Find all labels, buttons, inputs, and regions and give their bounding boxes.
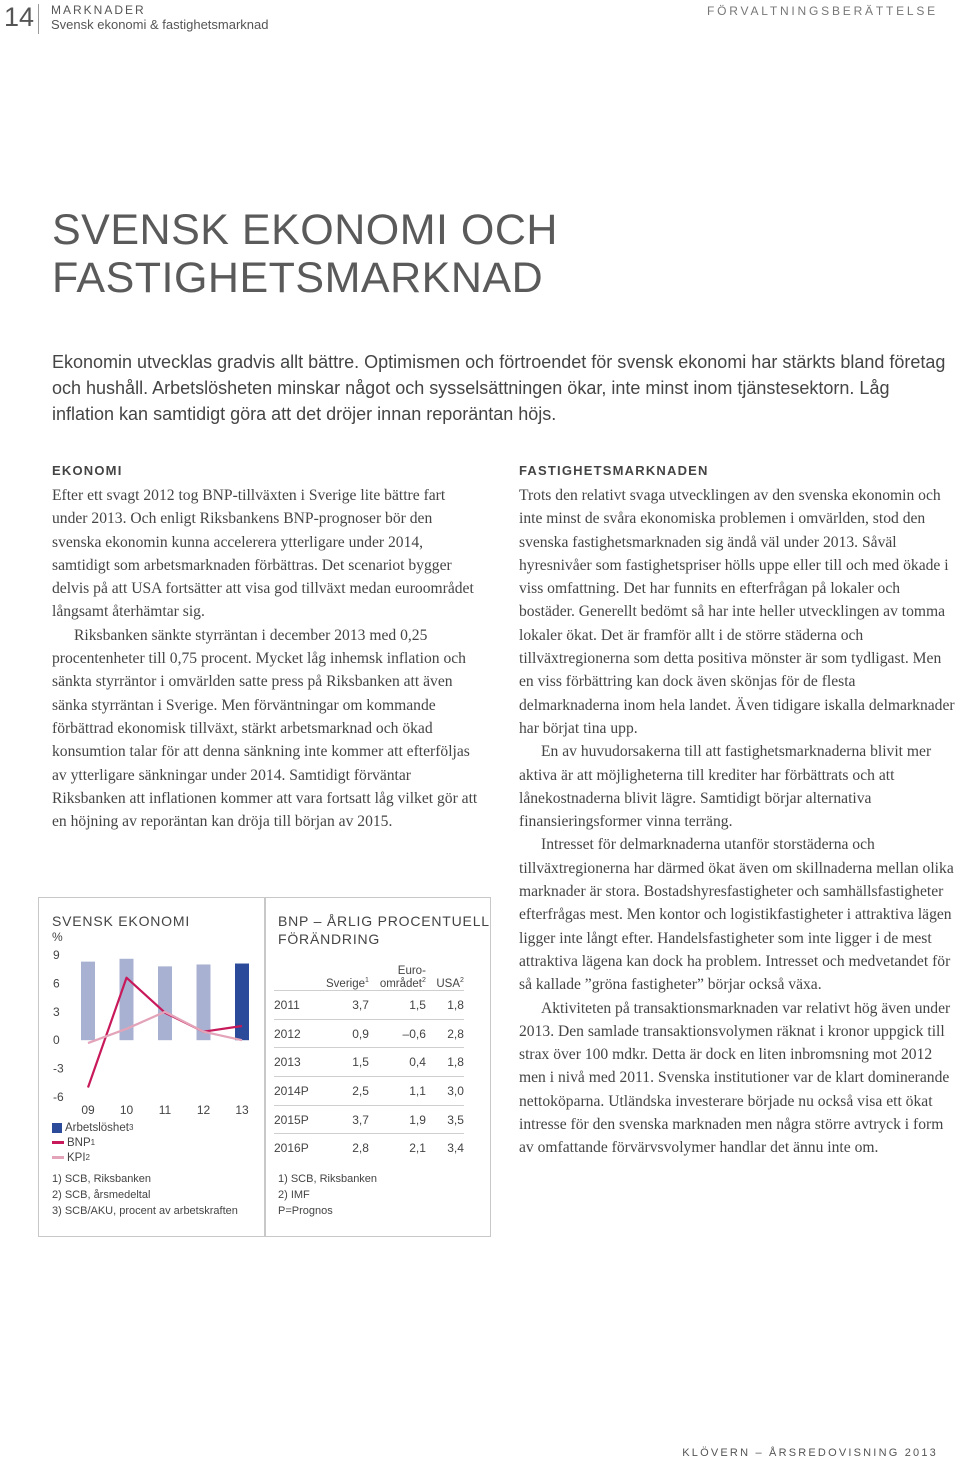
bar-arbetsloshet xyxy=(158,966,172,1040)
table-row xyxy=(274,1019,464,1048)
legend-sup-arbetsloshet: 3 xyxy=(128,1123,134,1132)
y-tick-label: -3 xyxy=(53,1061,64,1076)
cell-year: 2012 xyxy=(274,1026,301,1041)
cell-sverige: 1,5 xyxy=(352,1055,369,1070)
table-row xyxy=(274,1105,464,1134)
legend-label-arbetsloshet: Arbetslöshet xyxy=(65,1121,129,1134)
table-row xyxy=(274,1077,464,1106)
header-divider xyxy=(38,4,39,34)
ekonomi-paragraph-1: Efter ett svagt 2012 tog BNP-tillväxten i Sverige lite bättre fart under 2013. Och enligt Riksbankens BNP-prognoser bör den svenska ekonomin kunna accelerera ytterligare under 2014, samtidigt som arbetsmarknaden förbättras. Det scenariot bygger delvis på att USA fortsätter att visa god tillväxt medan euroområdet långsamt återhämtar sig. xyxy=(52,487,474,621)
ingress-paragraph: Ekonomin utvecklas gradvis allt bättre. Optimismen och förtroendet för svensk ekonomi har stärkts bland företag och hushåll. Arbetslösheten minskar något och sysselsättningen ökar, inte minst inom tjänstesektorn. Låg inflation kan samtidigt göra att det dröjer innan reporäntan höjs. xyxy=(52,352,946,424)
legend-swatch-arbetsloshet xyxy=(52,1123,62,1133)
chart-y-unit: % xyxy=(52,930,63,944)
cell-usa: 3,0 xyxy=(447,1083,464,1098)
header-sup-usa: 2 xyxy=(460,977,464,985)
y-tick-label: -6 xyxy=(53,1090,64,1104)
fastighet-text xyxy=(519,484,956,1160)
chart-notes xyxy=(52,1171,238,1219)
cell-usa: 3,5 xyxy=(447,1112,464,1127)
header-label-euro: Euro- xyxy=(397,965,426,978)
cell-year: 2011 xyxy=(274,997,300,1012)
table-header-year xyxy=(274,958,326,991)
chart-note: 3) SCB/AKU, procent av arbetskraften xyxy=(52,1205,238,1217)
footer-label: KLÖVERN – ÅRSREDOVISNING 2013 xyxy=(682,1447,938,1459)
cell-sverige: 0,9 xyxy=(352,1026,369,1041)
section-name: MARKNADER xyxy=(51,3,146,17)
page-title-line-1: SVENSK EKONOMI OCH xyxy=(52,206,558,254)
table-note: 1) SCB, Riksbanken xyxy=(278,1173,378,1185)
x-tick-label: 11 xyxy=(158,1103,172,1117)
fastighet-paragraph-3: Intresset för delmarknaderna utanför storstäderna och tillväxtregionerna har därmed ökat även om skillnaderna mellan olika marknader är stora. Bostadshyresfastigheter och samhällsfastigheter efterfrågas mest. Men kontor och logistikfastigheter i attraktiva lägen ligger inte långt efter. Handelsfastigheter som inte ligger i de mest attraktiva lägena kan dock ha problem. Intresset och medvetandet för så kallade ”gröna fastigheter” börjar också växa. xyxy=(519,836,954,994)
cell-sverige: 3,7 xyxy=(352,997,369,1012)
table-row xyxy=(274,991,464,1020)
fastighet-paragraph-1: Trots den relativt svaga utvecklingen av den svenska ekonomin och inte minst de svåra ekonomiska problemen i omvärlden, stod den svenska fastighetsmarknaden sig ändå väl under 2013. Såväl hyresnivåer som fastighetspriser hölls uppe eller till och med ökade i viss omfattning. Det har funnits en efterfrågan på lokaler och bostäder. Generellt bedömt så har inte heller utvecklingen av tomma lokaler ökat. Det är framför allt i de större städerna och tillväxtregionerna som detta positiva mönster är som tydligast. Men en viss förbättring kan dock även skönjas för de flesta delmarknaderna inom hela landet. Även tidigare iskalla delmarknader har börjat tina upp. xyxy=(519,487,955,737)
cell-usa: 3,4 xyxy=(447,1141,464,1156)
legend-label-bnp: BNP xyxy=(67,1136,91,1149)
cell-euro: 1,1 xyxy=(409,1083,426,1098)
legend-item-arbetsloshet xyxy=(52,1120,133,1135)
header-sup-euro: 2 xyxy=(422,977,426,985)
page-title-line-2: FASTIGHETSMARKNAD xyxy=(52,254,544,302)
cell-year: 2014P xyxy=(274,1083,309,1098)
y-tick-label: 0 xyxy=(53,1033,60,1048)
cell-year: 2015P xyxy=(274,1112,309,1127)
header-label-sverige: Sverige xyxy=(326,978,365,990)
cell-usa: 1,8 xyxy=(447,997,464,1012)
table-notes xyxy=(278,1171,377,1219)
bar-arbetsloshet xyxy=(81,962,95,1041)
chart-svg xyxy=(38,940,264,1120)
bar-arbetsloshet xyxy=(235,964,249,1041)
cell-euro: 2,1 xyxy=(409,1141,426,1156)
bnp-table xyxy=(274,958,464,1162)
x-tick-label: 10 xyxy=(119,1103,134,1117)
section-subtitle: Svensk ekonomi & fastighetsmarknad xyxy=(51,17,269,32)
x-tick-label: 13 xyxy=(235,1103,249,1117)
fastighet-paragraph-4: Aktiviteten på transaktionsmarknaden var relativt hög även under 2013. Den samlade transaktionsvolymen räknat i kronor uppgick till strax över 100 mdkr. Detta är dock en liten inbromsning mot 2012 men i nivå med 2011. Svenska institutioner var de klart dominerande nettoköparna. Utländska investerare började nu också visa ett ökat intresse för den svenska marknaden men några större avtryck i form av omfattande förvärvsvolymer handlar det ännu inte om. xyxy=(519,999,951,1157)
cell-euro: –0,6 xyxy=(402,1026,426,1041)
page-number: 14 xyxy=(3,2,35,32)
page-title xyxy=(52,206,852,302)
legend-swatch-kpi xyxy=(52,1156,64,1159)
cell-sverige: 2,5 xyxy=(352,1083,369,1098)
table-row xyxy=(274,1134,464,1162)
table-header-row xyxy=(274,958,464,991)
table-row xyxy=(274,1048,464,1077)
cell-euro: 1,9 xyxy=(409,1112,426,1127)
table-header-usa xyxy=(426,958,464,991)
table-title-line-1: BNP – ÅRLIG PROCENTUELL xyxy=(278,913,490,929)
header-sup-sverige: 1 xyxy=(365,977,369,985)
table-title-line-2: FÖRÄNDRING xyxy=(278,931,381,947)
cell-usa: 2,8 xyxy=(447,1026,464,1041)
chart-note: 2) SCB, årsmedeltal xyxy=(52,1189,151,1201)
cell-year: 2016P xyxy=(274,1141,309,1156)
header-right-label: FÖRVALTNINGSBERÄTTELSE xyxy=(707,4,938,18)
cell-euro: 1,5 xyxy=(409,997,426,1012)
ekonomi-paragraph-2: Riksbanken sänkte styrräntan i december 2013 med 0,25 procentenheter till 0,75 procent. Mycket låg inhemsk inflation och sänkta styrräntor i omvärlden satte press på Riksbanken att även sänka styrräntan i Sverige. Men förväntningar om kommande förbättrad ekonomisk tillväxt, stärkt arbetsmarknad och ökad konsumtion talar för att denna sänkning inte kommer att efterföljas av ytterligare sänkningar under 2014. Samtidigt förväntar Riksbanken att inflationen kommer att vara fortsatt låg vilket gör att en höjning av reporäntan kan dröja till början av 2015. xyxy=(52,626,478,831)
chart-legend xyxy=(52,1120,133,1165)
cell-sverige: 2,8 xyxy=(352,1141,369,1156)
fastighet-paragraph-2: En av huvudorsakerna till att fastighetsmarknaderna blivit mer aktiva är att möjligheterna till krediter har förbättrats och att lånekostnaderna blivit lägre. Samtidigt börjar alternativa finansieringsformer vinna terräng. xyxy=(519,743,932,831)
table-header-euroomradet xyxy=(369,958,426,991)
fastighet-heading: FASTIGHETSMARKNADEN xyxy=(519,463,709,478)
legend-item-bnp xyxy=(52,1135,133,1150)
header-label-usa: USA xyxy=(436,978,460,990)
chart-note: 1) SCB, Riksbanken xyxy=(52,1173,152,1185)
y-tick-label: 6 xyxy=(53,976,60,991)
ekonomi-heading: EKONOMI xyxy=(52,463,123,478)
x-tick-label: 12 xyxy=(196,1103,211,1117)
y-tick-label: 9 xyxy=(53,948,60,962)
cell-year: 2013 xyxy=(274,1055,301,1070)
cell-usa: 1,8 xyxy=(447,1055,464,1070)
y-tick-label: 3 xyxy=(53,1004,60,1019)
table-note: P=Prognos xyxy=(278,1205,333,1217)
table-note: 2) IMF xyxy=(278,1189,310,1201)
table-header-sverige xyxy=(326,958,369,991)
legend-item-kpi xyxy=(52,1150,133,1165)
header-label-omradet: området xyxy=(379,978,422,990)
legend-label-kpi: KPI xyxy=(67,1151,86,1164)
legend-swatch-bnp xyxy=(52,1141,64,1144)
cell-sverige: 3,7 xyxy=(352,1112,369,1127)
table-title xyxy=(278,912,490,948)
cell-euro: 0,4 xyxy=(409,1055,426,1070)
chart-title: SVENSK EKONOMI xyxy=(52,913,191,929)
legend-sup-bnp: 1 xyxy=(90,1138,96,1147)
x-tick-label: 09 xyxy=(81,1103,95,1117)
ekonomi-text xyxy=(52,484,482,833)
legend-sup-kpi: 2 xyxy=(85,1153,90,1162)
